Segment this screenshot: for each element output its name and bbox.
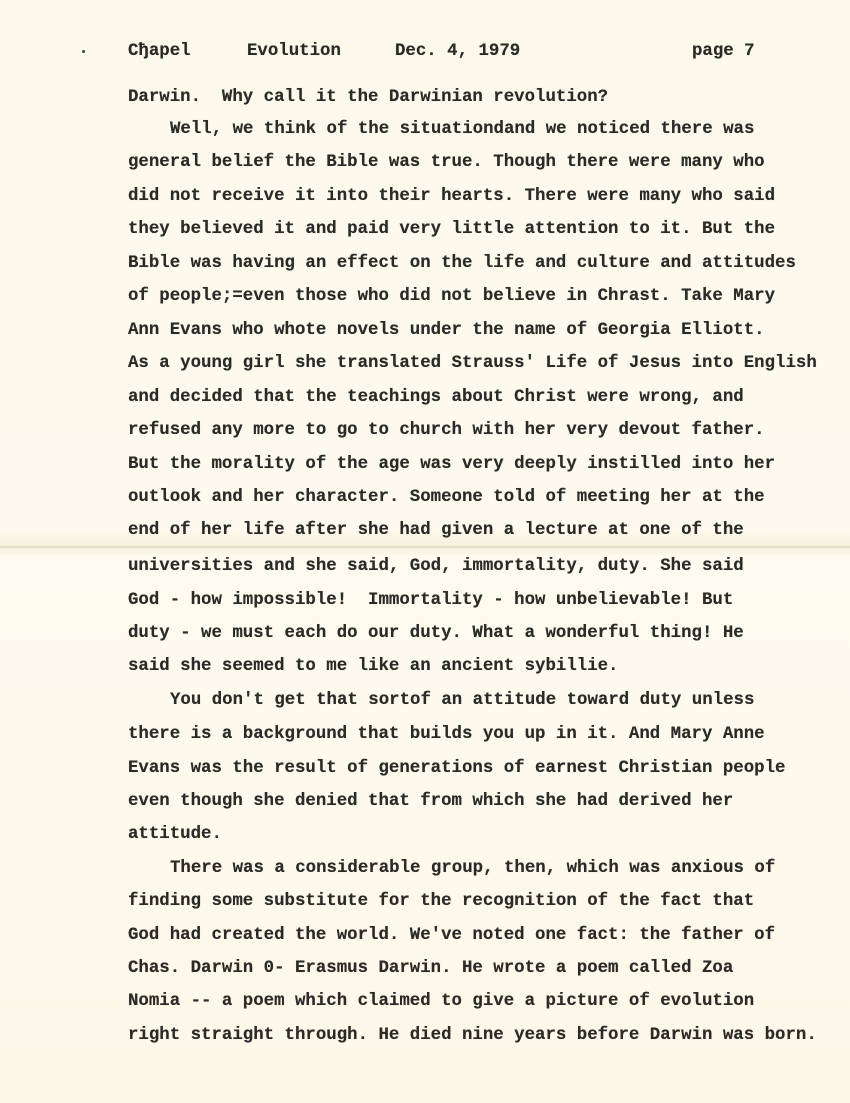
paper-fold-crease (0, 546, 850, 548)
text-line: There was a considerable group, then, which was anxious of (170, 859, 776, 878)
text-line: Ann Evans who whote novels under the name of Georgia Elliott. (128, 321, 765, 340)
text-line: God had created the world. We've noted one fact: the father of (128, 926, 776, 945)
text-line: there is a background that builds you up in it. And Mary Anne (128, 725, 765, 744)
text-line: You don't get that sortof an attitude toward duty unless (170, 691, 755, 710)
text-line: universities and she said, God, immortality, duty. She said (128, 557, 744, 576)
text-line: finding some substitute for the recognition of the fact that (128, 892, 755, 911)
text-line: Darwin. Why call it the Darwinian revolution? (128, 88, 609, 107)
text-line: attitude. (128, 825, 222, 844)
text-line: right straight through. He died nine years before Darwin was born. (128, 1026, 817, 1045)
text-line: Evans was the result of generations of earnest Christian people (128, 759, 786, 778)
text-line: Well, we think of the situationdand we noticed there was (170, 120, 755, 139)
text-line: duty - we must each do our duty. What a wonderful thing! He (128, 624, 744, 643)
header-page-number: page 7 (692, 42, 755, 61)
text-line: even though she denied that from which she had derived her (128, 792, 734, 811)
text-line: refused any more to go to church with her very devout father. (128, 421, 765, 440)
ink-speck (82, 50, 85, 53)
text-line: As a young girl she translated Strauss' Life of Jesus into English (128, 354, 817, 373)
text-line: said she seemed to me like an ancient sybillie. (128, 657, 619, 676)
header-date: Dec. 4, 1979 (395, 42, 521, 61)
text-line: God - how impossible! Immortality - how unbelievable! But (128, 591, 734, 610)
text-line: Chas. Darwin 0- Erasmus Darwin. He wrote a poem called Zoa (128, 959, 734, 978)
text-line: and decided that the teachings about Christ were wrong, and (128, 388, 744, 407)
header-section: Cђapel (128, 42, 191, 61)
text-line: general belief the Bible was true. Though there were many who (128, 153, 765, 172)
text-line: of people;=even those who did not believe in Chrast. Take Mary (128, 287, 776, 306)
text-line: But the morality of the age was very deeply instilled into her (128, 455, 776, 474)
text-line: end of her life after she had given a lecture at one of the (128, 521, 744, 540)
text-line: outlook and her character. Someone told of meeting her at the (128, 488, 765, 507)
text-line: did not receive it into their hearts. There were many who said (128, 187, 776, 206)
text-line: Nomia -- a poem which claimed to give a picture of evolution (128, 992, 755, 1011)
text-line: they believed it and paid very little attention to it. But the (128, 220, 776, 239)
header-topic: Evolution (247, 42, 341, 61)
text-line: Bible was having an effect on the life and culture and attitudes (128, 254, 796, 273)
